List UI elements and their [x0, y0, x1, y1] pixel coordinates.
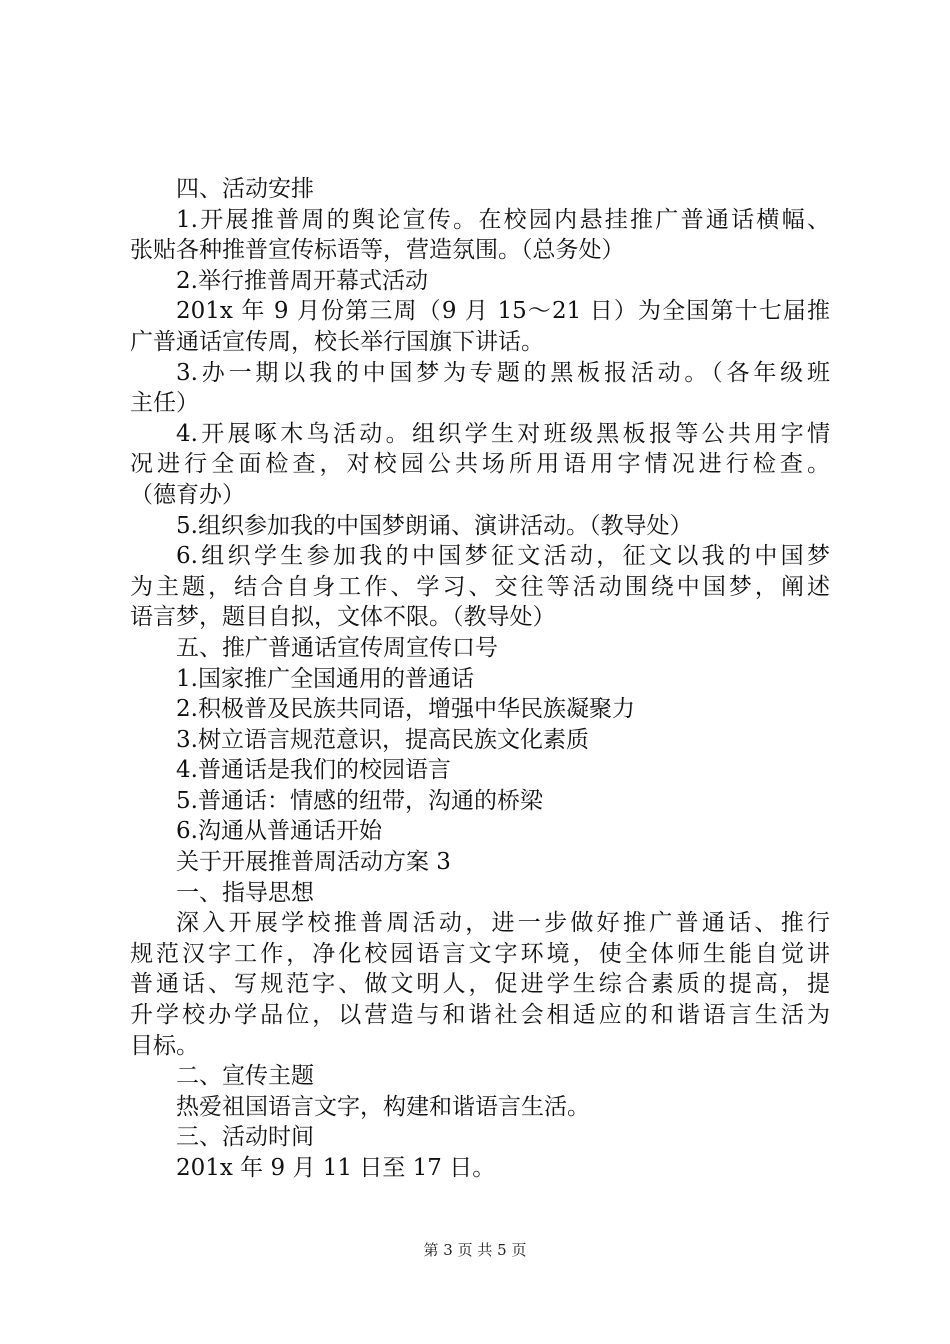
paragraph-line: 普通话、写规范字、做文明人，促进学生综合素质的提高，提 [130, 971, 830, 998]
paragraph-line: 语言梦，题目自拟，文体不限。（教导处） [130, 604, 556, 631]
plan-title: 关于开展推普周活动方案 3 [176, 849, 451, 876]
slogan-item: 5.普通话：情感的纽带，沟通的桥梁 [176, 787, 543, 814]
paragraph-line: 升学校办学品位，以营造与和谐社会相适应的和谐语言生活为 [130, 1002, 830, 1029]
paragraph-line: 201x 年 9 月 11 日至 17 日。 [176, 1155, 496, 1181]
paragraph-line: 张贴各种推普宣传标语等，营造氛围。（总务处） [130, 237, 625, 264]
paragraph-line: 目标。 [130, 1032, 199, 1059]
slogan-item: 3.树立语言规范意识，提高民族文化素质 [176, 726, 589, 753]
paragraph-line: 规范汉字工作，净化校园语言文字环境，使全体师生能自觉讲 [130, 940, 830, 967]
paragraph-line: 1.开展推普周的舆论宣传。在校园内悬挂推广普通话横幅、 [176, 206, 830, 233]
page-number-footer: 第 3 页 共 5 页 [423, 1241, 527, 1259]
section-heading-slogans: 五、推广普通话宣传周宣传口号 [176, 634, 498, 661]
section-heading-time: 三、活动时间 [176, 1124, 314, 1151]
slogan-item: 4.普通话是我们的校园语言 [176, 757, 451, 784]
section-heading-arrangement: 四、活动安排 [176, 176, 314, 202]
paragraph-line: 广普通话宣传周，校长举行国旗下讲话。 [130, 328, 544, 355]
paragraph-line: 201x 年 9 月份第三周（9 月 15～21 日）为全国第十七届推 [176, 298, 830, 325]
paragraph-line: 4.开展啄木鸟活动。组织学生对班级黑板报等公共用字情 [176, 420, 830, 447]
slogan-item: 6.沟通从普通话开始 [176, 818, 382, 845]
document-body [130, 174, 830, 1184]
paragraph-line: （德育办） [130, 481, 245, 508]
paragraph-line: 2.举行推普周开幕式活动 [176, 267, 428, 294]
slogan-item: 1.国家推广全国通用的普通话 [176, 665, 474, 692]
paragraph-line: 深入开展学校推普周活动，进一步做好推广普通话、推行 [176, 910, 830, 937]
paragraph-line: 热爱祖国语言文字，构建和谐语言生活。 [176, 1093, 590, 1120]
section-heading-guiding-idea: 一、指导思想 [176, 879, 314, 906]
paragraph-line: 主任） [130, 390, 199, 417]
section-heading-theme: 二、宣传主题 [176, 1063, 314, 1090]
paragraph-line: 5.组织参加我的中国梦朗诵、演讲活动。（教导处） [176, 512, 693, 539]
paragraph-line: 况进行全面检查，对校园公共场所用语用字情况进行检查。 [130, 451, 830, 478]
paragraph-line: 6.组织学生参加我的中国梦征文活动，征文以我的中国梦 [176, 543, 830, 570]
slogan-item: 2.积极普及民族共同语，增强中华民族凝聚力 [176, 696, 635, 723]
paragraph-line: 3.办一期以我的中国梦为专题的黑板报活动。（各年级班 [176, 359, 830, 386]
paragraph-line: 为主题，结合自身工作、学习、交往等活动围绕中国梦，阐述 [130, 573, 830, 600]
